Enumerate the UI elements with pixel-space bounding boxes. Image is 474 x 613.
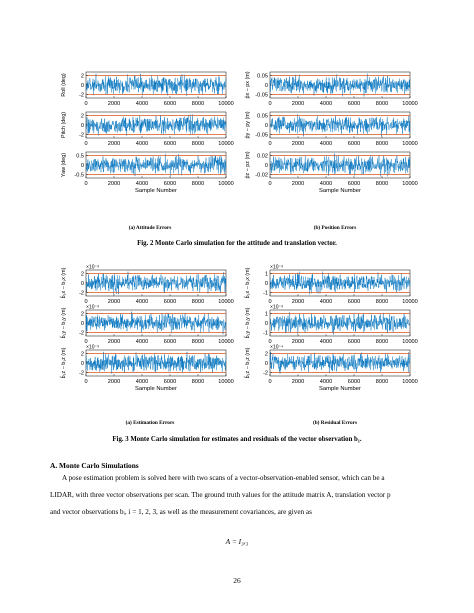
x-tick-label: 10000: [402, 141, 418, 147]
paragraph-line: and vector observations bᵢ, i = 1, 2, 3, as well as the measurement covariances, are given as: [50, 508, 312, 516]
subplot: [244, 345, 418, 386]
x-tick-label: 10000: [218, 379, 234, 385]
x-axis-label: Sample Number: [135, 188, 177, 194]
y-tick-label: 2: [80, 73, 84, 80]
x-tick-label: 10000: [402, 181, 418, 187]
y-tick-label: 0.05: [257, 73, 268, 80]
x-tick-label: 10000: [218, 141, 234, 147]
subplot: [61, 72, 234, 107]
y-tick-label: 0: [264, 163, 268, 169]
y-tick-label: 1: [264, 311, 268, 318]
x-tick-label: 2000: [291, 379, 305, 385]
y-tick-label: 0.5: [76, 153, 84, 160]
y-tick-label: 0: [264, 281, 268, 287]
subplot: [61, 152, 234, 187]
y-tick-label: 0: [264, 123, 268, 129]
x-tick-label: 2000: [291, 299, 305, 305]
figure3a-caption: (a) Estimation Errors: [125, 420, 175, 426]
y-tick-label: 0: [80, 321, 84, 327]
subplot: [60, 265, 234, 306]
y-tick-label: 0: [80, 361, 84, 367]
x-tick-label: 0: [268, 379, 272, 385]
x-tick-label: 2000: [107, 379, 121, 385]
x-tick-label: 0: [268, 101, 272, 107]
y-tick-label: 0: [80, 281, 84, 287]
x-tick-label: 10000: [218, 339, 234, 345]
y-axis-label: Roll (deg): [61, 73, 67, 97]
x-tick-label: 10000: [218, 299, 234, 305]
figure3-estimation-errors-plot: [48, 262, 238, 422]
x-tick-label: 4000: [319, 141, 333, 147]
x-axis-label: Sample Number: [135, 386, 177, 392]
y-tick-label: 1: [264, 271, 268, 278]
y-tick-label: -2: [79, 132, 84, 139]
x-tick-label: 4000: [135, 299, 149, 305]
x-tick-label: 4000: [319, 339, 333, 345]
y-tick-label: -2: [79, 330, 84, 337]
y-axis-label: b̂₁x − b₁x (m): [61, 267, 67, 299]
y-tick-label: -0.5: [74, 172, 84, 179]
figure2-caption: Fig. 2 Monte Carlo simulation for the attitude and translation vector.: [137, 240, 337, 247]
x-tick-label: 0: [84, 339, 88, 345]
x-tick-label: 2000: [291, 339, 305, 345]
axis-exponent: ×10⁻³: [86, 264, 99, 271]
figure2a-caption: (a) Attitude Errors: [128, 225, 172, 231]
y-tick-label: 0: [264, 361, 268, 367]
y-tick-label: -2: [263, 370, 268, 377]
x-tick-label: 6000: [347, 299, 361, 305]
y-axis-label: b̂₁y − b₁y (m): [61, 307, 67, 339]
y-tick-label: 0: [264, 83, 268, 89]
x-tick-label: 8000: [375, 299, 389, 305]
x-tick-label: 2000: [291, 141, 305, 147]
y-tick-label: 0: [80, 83, 84, 89]
y-tick-label: -2: [79, 290, 84, 297]
x-tick-label: 6000: [347, 181, 361, 187]
x-tick-label: 4000: [319, 299, 333, 305]
x-tick-label: 8000: [191, 339, 205, 345]
subplot: [245, 111, 418, 147]
axis-exponent: ×10⁻³: [270, 304, 283, 311]
x-tick-label: 2000: [107, 299, 121, 305]
section-heading: A. Monte Carlo Simulations: [50, 461, 139, 470]
x-tick-label: 6000: [163, 339, 177, 345]
x-tick-label: 8000: [375, 339, 389, 345]
paragraph-line: A pose estimation problem is solved here with two scans of a vector-observation-enabled sensor, which can be a: [62, 474, 385, 482]
x-tick-label: 10000: [402, 101, 418, 107]
y-tick-label: -1: [263, 330, 268, 337]
y-axis-label: Pitch (deg): [61, 111, 67, 139]
x-tick-label: 4000: [135, 141, 149, 147]
x-tick-label: 8000: [375, 101, 389, 107]
x-tick-label: 2000: [291, 101, 305, 107]
x-tick-label: 2000: [107, 141, 121, 147]
subplot: [61, 112, 234, 147]
y-tick-label: -0.05: [255, 92, 268, 99]
y-tick-label: -2: [79, 370, 84, 377]
equation: A = I₃ₓ₃: [225, 537, 249, 546]
x-tick-label: 4000: [135, 101, 149, 107]
x-tick-label: 4000: [135, 339, 149, 345]
y-axis-label: b̂₁x − b₁x (m): [245, 267, 251, 299]
y-tick-label: -0.05: [255, 132, 268, 139]
y-axis-label: p̂z − pz (m): [245, 151, 251, 179]
subplot: [60, 345, 234, 386]
y-tick-label: -2: [79, 92, 84, 99]
x-tick-label: 6000: [163, 379, 177, 385]
x-tick-label: 0: [268, 339, 272, 345]
x-tick-label: 4000: [319, 181, 333, 187]
x-tick-label: 8000: [191, 141, 205, 147]
subplot: [245, 71, 418, 107]
x-tick-label: 10000: [402, 339, 418, 345]
y-axis-label: p̂x − px (m): [245, 71, 251, 99]
x-tick-label: 8000: [191, 299, 205, 305]
y-axis-label: b̂₁y − b₁y (m): [245, 307, 251, 339]
y-tick-label: 2: [80, 311, 84, 318]
figure3-residual-errors-plot: [232, 262, 422, 422]
paragraph-line: LIDAR, with three vector observations per scan. The ground truth values for the attitude matrix A, translation vector p: [50, 491, 391, 499]
x-axis-label: Sample Number: [319, 386, 361, 392]
x-tick-label: 6000: [347, 339, 361, 345]
x-tick-label: 6000: [347, 141, 361, 147]
y-axis-label: b̂₁z − b₁z (m): [61, 347, 67, 379]
x-tick-label: 6000: [163, 181, 177, 187]
page-number: 26: [233, 576, 241, 585]
x-tick-label: 0: [84, 379, 88, 385]
subplot: [60, 305, 234, 346]
x-tick-label: 10000: [218, 181, 234, 187]
axis-exponent: ×10⁻³: [86, 344, 99, 351]
y-tick-label: 2: [264, 351, 268, 358]
y-axis-label: b̂₁z − b₁z (m): [245, 347, 251, 379]
x-tick-label: 2000: [107, 101, 121, 107]
y-axis-label: Yaw (deg): [61, 152, 67, 178]
x-tick-label: 0: [268, 141, 272, 147]
x-tick-label: 6000: [163, 299, 177, 305]
x-tick-label: 8000: [191, 181, 205, 187]
figure2-attitude-errors-plot: [48, 64, 238, 224]
y-tick-label: -1: [263, 290, 268, 297]
y-tick-label: 0: [264, 321, 268, 327]
x-tick-label: 10000: [402, 299, 418, 305]
axis-exponent: ×10⁻⁴: [270, 344, 284, 351]
axis-exponent: ×10⁻³: [270, 264, 283, 271]
x-tick-label: 10000: [218, 101, 234, 107]
x-tick-label: 0: [268, 299, 272, 305]
x-tick-label: 0: [268, 181, 272, 187]
figure2-position-errors-plot: [232, 64, 422, 224]
figure2b-caption: (b) Position Errors: [313, 225, 357, 231]
subplot: [244, 305, 418, 346]
y-tick-label: 0.02: [257, 153, 268, 160]
x-tick-label: 6000: [163, 101, 177, 107]
y-tick-label: 2: [80, 271, 84, 278]
x-tick-label: 2000: [291, 181, 305, 187]
x-tick-label: 0: [84, 101, 88, 107]
x-tick-label: 0: [84, 181, 88, 187]
x-tick-label: 0: [84, 299, 88, 305]
y-tick-label: 2: [80, 113, 84, 120]
y-axis-label: p̂y − py (m): [245, 111, 251, 139]
section-paragraph: [50, 470, 430, 521]
x-tick-label: 8000: [375, 181, 389, 187]
x-tick-label: 4000: [319, 101, 333, 107]
x-tick-label: 6000: [347, 101, 361, 107]
x-tick-label: 6000: [347, 379, 361, 385]
axis-exponent: ×10⁻³: [86, 304, 99, 311]
y-tick-label: 0.05: [257, 113, 268, 120]
figure3b-caption: (b) Residual Errors: [312, 420, 358, 426]
y-tick-label: 0: [80, 123, 84, 129]
x-tick-label: 4000: [135, 181, 149, 187]
subplot: [245, 151, 418, 187]
x-tick-label: 0: [84, 141, 88, 147]
y-tick-label: -0.02: [255, 172, 268, 179]
x-tick-label: 8000: [375, 379, 389, 385]
y-tick-label: 2: [80, 351, 84, 358]
x-tick-label: 8000: [375, 141, 389, 147]
x-tick-label: 4000: [319, 379, 333, 385]
x-tick-label: 4000: [135, 379, 149, 385]
subplot: [244, 265, 418, 306]
x-axis-label: Sample Number: [319, 188, 361, 194]
x-tick-label: 8000: [191, 101, 205, 107]
x-tick-label: 10000: [402, 379, 418, 385]
x-tick-label: 2000: [107, 181, 121, 187]
figure3-caption: Fig. 3 Monte Carlo simulation for estimates and residuals of the vector observation b₁.: [112, 436, 362, 443]
x-tick-label: 2000: [107, 339, 121, 345]
x-tick-label: 8000: [191, 379, 205, 385]
x-tick-label: 6000: [163, 141, 177, 147]
y-tick-label: 0: [80, 163, 84, 169]
